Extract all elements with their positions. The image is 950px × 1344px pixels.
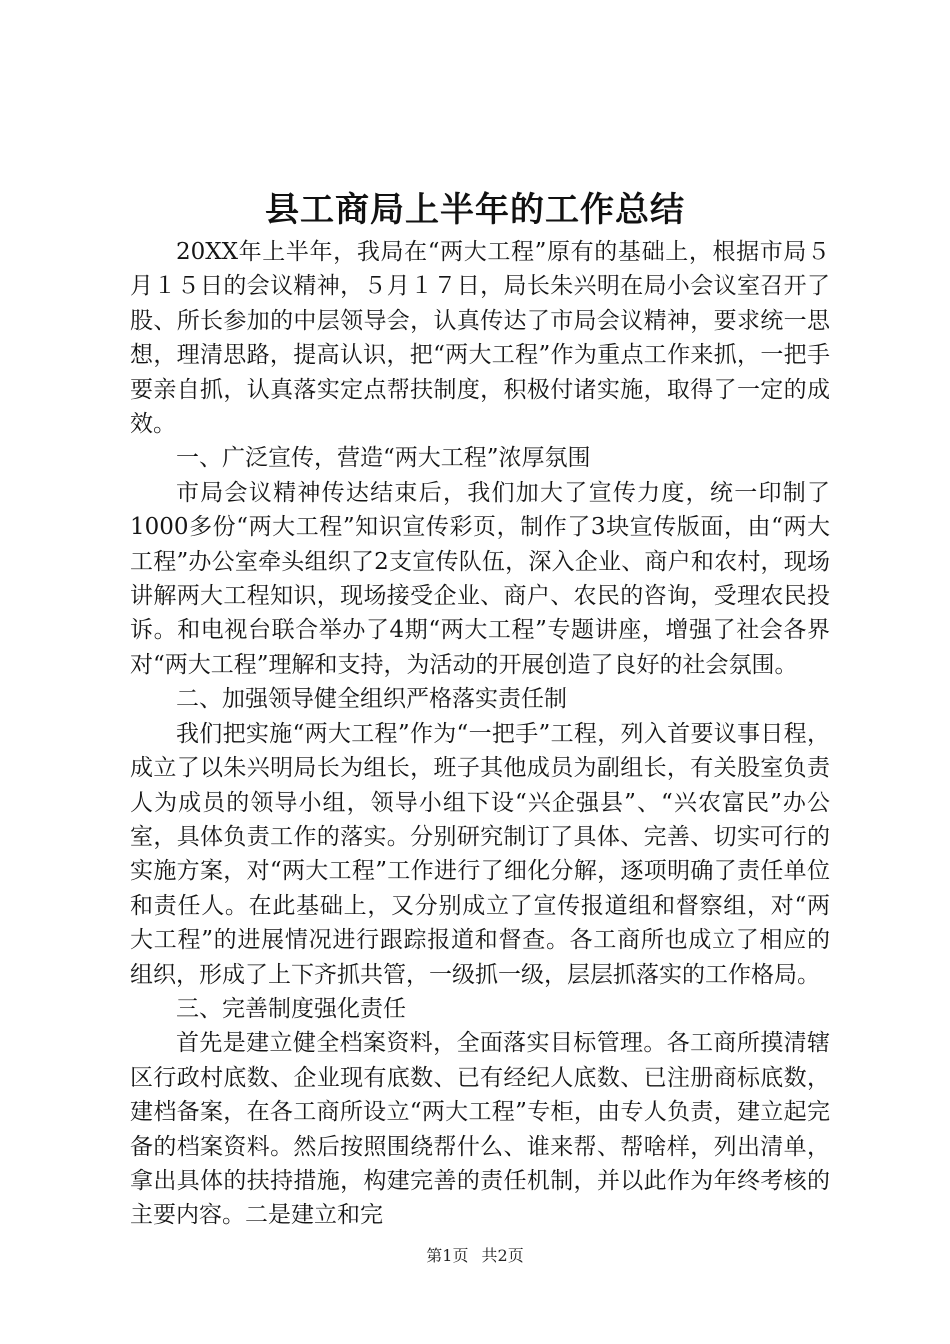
document-title: 县工商局上半年的工作总结: [265, 190, 685, 230]
paragraph-publicity: 市局会议精神传达结束后，我们加大了宣传力度，统一印制了1000多份“两大工程”知识宣传彩页，制作了3块宣传版面，由“两大工程”办公室牵头组织了2支宣传队伍，深入企业、商户和农村，现场讲解两大工程知识，现场接受企业、商户、农民的咨询，受理农民投诉。和电视台联合举办了4期“两大工程”专题讲座，增强了社会各界对“两大工程”理解和支持，为活动的开展创造了良好的社会氛围。: [130, 479, 830, 678]
section-heading-1: 一、广泛宣传，营造“两大工程”浓厚氛围: [176, 445, 591, 472]
section-heading-3: 三、完善制度强化责任: [176, 995, 406, 1022]
paragraph-leadership: 我们把实施“两大工程”作为“一把手”工程，列入首要议事日程，成立了以朱兴明局长为组长，班子其他成员为副组长，有关股室负责人为成员的领导小组，领导小组下设“兴企强县”、“兴农富民”办公室，具体负责工作的落实。分别研究制订了具体、完善、切实可行的实施方案，对“两大工程”工作进行了细化分解，逐项明确了责任单位和责任人。在此基础上，又分别成立了宣传报道组和督察组，对“两大工程”的进展情况进行跟踪报道和督查。各工商所也成立了相应的组织，形成了上下齐抓共管，一级抓一级，层层抓落实的工作格局。: [130, 720, 830, 988]
page-total: 共2页: [481, 1246, 524, 1265]
document-body: [130, 235, 830, 1233]
section-heading-2: 二、加强领导健全组织严格落实责任制: [176, 686, 567, 713]
page-footer: [0, 1245, 950, 1267]
paragraph-intro: 20XX年上半年，我局在“两大工程”原有的基础上，根据市局５月１５日的会议精神，５月１７日，局长朱兴明在局小会议室召开了股、所长参加的中层领导会，认真传达了市局会议精神，要求统一思想，理清思路，提高认识，把“两大工程”作为重点工作来抓，一把手要亲自抓，认真落实定点帮扶制度，积极付诸实施，取得了一定的成效。: [130, 239, 830, 438]
page-number: 第1页: [426, 1246, 469, 1265]
paragraph-system: 首先是建立健全档案资料，全面落实目标管理。各工商所摸清辖区行政村底数、企业现有底数、已有经纪人底数、已注册商标底数，建档备案，在各工商所设立“两大工程”专柜，由专人负责，建立起完备的档案资料。然后按照围绕帮什么、谁来帮、帮啥样，列出清单，拿出具体的扶持措施，构建完善的责任机制，并以此作为年终考核的主要内容。二是建立和完: [130, 1030, 830, 1229]
